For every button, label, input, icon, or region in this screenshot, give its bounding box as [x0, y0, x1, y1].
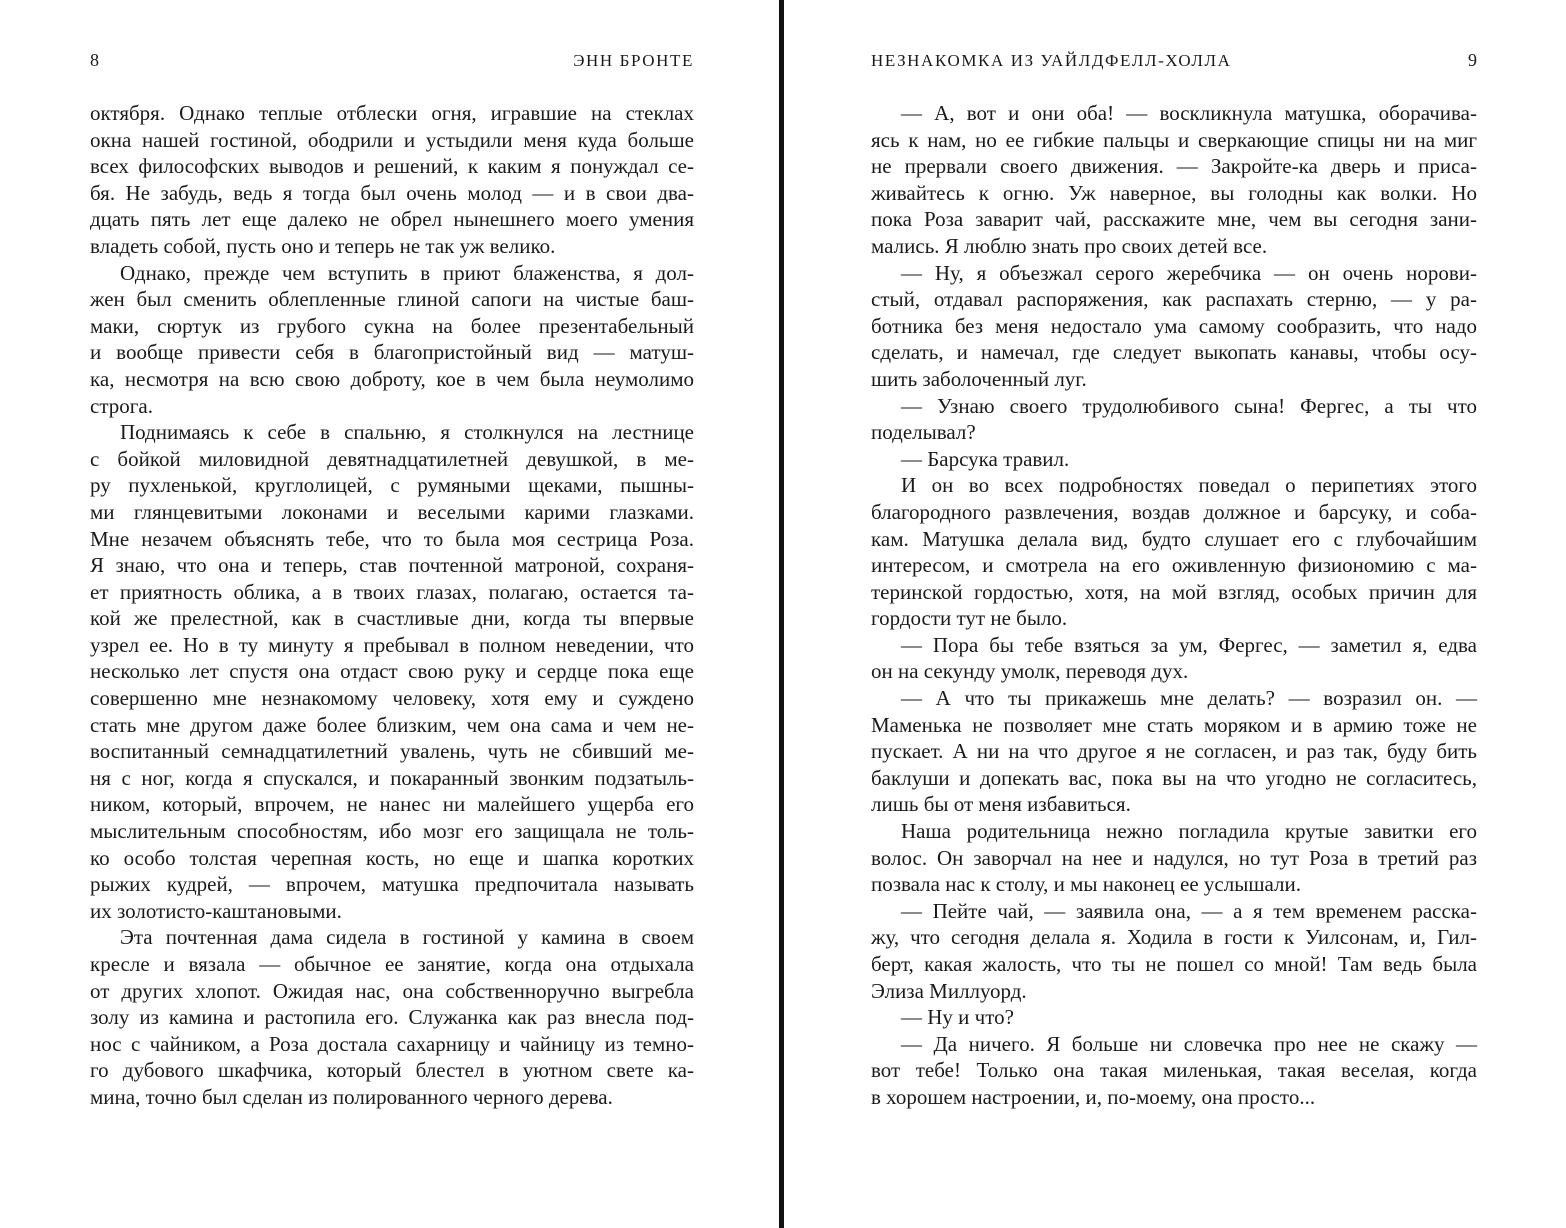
text-line: ет приятность облика, а в твоих глазах, полагаю, остается та- — [90, 579, 694, 604]
text-line: Я знаю, что она и теперь, став почтенной матроной, сохраня- — [90, 553, 694, 578]
text-line: сделать, и намечал, где следует выкопать канавы, чтобы осу- — [871, 340, 1477, 365]
text-line: лишь бы от меня избавиться. — [871, 792, 1131, 817]
text-line: не прервали своего движения. — Закройте-ка дверь и приса- — [871, 154, 1477, 179]
text-line: кой же прелестной, как в счастливые дни, когда ты впервые — [90, 606, 694, 631]
text-line: мались. Я люблю знать про своих детей все. — [871, 233, 1268, 258]
text-line: и вообще привести себя в благопристойный вид — матуш- — [90, 340, 694, 365]
text-line: рыжих кудрей, — впрочем, матушка предпочитала называть — [90, 872, 694, 897]
text-line: ботника без меня недостало ума самому сообразить, что надо — [871, 313, 1477, 338]
text-line: пока Роза заварит чай, расскажите мне, чем вы сегодня зани- — [871, 207, 1477, 232]
text-line: октября. Однако теплые отблески огня, игравшие на стеклах — [90, 101, 694, 125]
text-line: благородного развлечения, воздав должное и барсуку, и соба- — [871, 499, 1477, 524]
text-line: несколько лет спустя она отдаст свою руку и сердце пока еще — [90, 659, 694, 684]
text-line: Наша родительница нежно погладила крутые завитки его — [901, 819, 1477, 844]
text-line: берт, какая жалость, что ты не пошел со мной! Там ведь была — [871, 952, 1477, 976]
text-line: совершенно мне незнакомому человеку, хотя ему и суждено — [90, 686, 694, 711]
text-line: мина, точно был сделан из полированного черного дерева. — [90, 1084, 613, 1109]
text-line: вот тебе! Только она такая миленькая, такая веселая, когда — [871, 1058, 1477, 1083]
text-line: Поднимаясь к себе в спальню, я столкнулся на лестнице — [120, 420, 694, 445]
left-page-text — [90, 100, 694, 1111]
text-line: стый, отдавал распоряжения, как распахать стерню, — у ра- — [871, 287, 1477, 312]
text-line: баклуши и допекать вас, пока вы на что угодно не согласитесь, — [871, 765, 1477, 790]
text-line: мыслительным способностям, ибо мозг его защищала не толь- — [90, 819, 694, 844]
text-line: жен был сменить облепленные глиной сапоги на чистые баш- — [90, 287, 694, 312]
text-line: — Пора бы тебе взяться за ум, Фергес, — заметил я, едва — [901, 632, 1477, 657]
left-running-head-title: ЭНН БРОНТЕ — [573, 51, 694, 70]
text-line: Элиза Миллуорд. — [871, 978, 1027, 1003]
text-line: Эта почтенная дама сидела в гостиной у камина в своем — [120, 925, 694, 950]
text-line: ми глянцевитыми локонами и веселыми карими глазками. — [90, 499, 694, 524]
text-line: кам. Матушка делала вид, будто слушает его с глубочайшим — [871, 526, 1477, 551]
text-line: в хорошем настроении, и, по-моему, она просто... — [871, 1084, 1316, 1109]
text-line: ка, несмотря на всю свою доброту, кое в чем была неумолимо — [90, 366, 694, 391]
text-line: шить заболоченный луг. — [871, 366, 1087, 391]
text-line: их золотисто-каштановыми. — [90, 898, 342, 923]
text-line: кресле и вязала — обычное ее занятие, когда она отдыхала — [90, 952, 694, 976]
text-line: ня с ног, когда я спускался, и покаранный звонким подзатыль- — [90, 765, 694, 790]
text-line: ко особо толстая черепная кость, но еще и шапка коротких — [90, 845, 694, 870]
text-line: — Узнаю своего трудолюбивого сына! Фергес, а ты что — [901, 393, 1477, 418]
text-line: всех философских выводов и решений, к каким я понуждал се- — [90, 154, 694, 179]
text-line: позвала нас к столу, и мы наконец ее услышали. — [871, 872, 1301, 897]
text-line: узрел ее. Но в ту минуту я пребывал в полном неведении, что — [90, 632, 694, 657]
text-line: — Ну, я объезжал серого жеребчика — он очень норови- — [901, 260, 1477, 285]
right-running-head — [871, 50, 1477, 74]
text-line: живайтесь к огню. Уж наверное, вы голодны как волки. Но — [871, 180, 1477, 205]
text-line: гордости тут не было. — [871, 606, 1068, 631]
text-line: воспитанный семнадцатилетний увалень, чуть не сбивший ме- — [90, 739, 694, 764]
text-line: бя. Не забудь, ведь я тогда был очень молод — и в свои два- — [90, 180, 694, 205]
text-line: — Барсука травил. — [901, 446, 1070, 471]
text-line: ру пухленькой, круглолицей, с румяными щеками, пышны- — [90, 473, 694, 498]
text-line: владеть собой, пусть оно и теперь не так уж велико. — [90, 233, 556, 258]
right-running-head-title: НЕЗНАКОМКА ИЗ УАЙЛДФЕЛЛ-ХОЛЛА — [871, 51, 1232, 70]
text-line: го дубового шкафчика, который блестел в уютном свете ка- — [90, 1058, 694, 1083]
text-line: поделывал? — [871, 420, 976, 445]
text-line: волос. Он заворчал на нее и надулся, но тут Роза в третий раз — [871, 845, 1477, 870]
text-line: жу, что сегодня делала я. Ходила в гости к Уилсонам, и, Гил- — [871, 925, 1477, 950]
left-running-head — [90, 50, 694, 74]
text-line: ником, который, впрочем, не нанес ни малейшего ущерба его — [90, 792, 694, 817]
book-gutter — [779, 0, 784, 1228]
text-line: пускает. А ни на что другое я не согласен, и раз так, буду бить — [871, 739, 1477, 764]
text-line: — Пейте чай, — заявила она, — а я тем временем расска- — [901, 898, 1477, 923]
text-line: дцать пять лет еще далеко не обрел нынешнего моего умения — [90, 207, 694, 232]
text-line: — Ну и что? — [901, 1005, 1014, 1030]
text-line: окна нашей гостиной, ободрили и устыдили меня куда больше — [90, 127, 694, 152]
text-line: стать мне другом даже более близким, чем она сама и чем не- — [90, 712, 694, 737]
text-line: от других хлопот. Ожидая нас, она собственноручно выгребла — [90, 978, 694, 1003]
text-line: строга. — [90, 393, 153, 418]
text-line: ясь к нам, но ее гибкие пальцы и сверкающие спицы ни на миг — [871, 127, 1477, 152]
text-line: он на секунду умолк, переводя дух. — [871, 659, 1189, 684]
text-line: теринской гордостью, хотя, на мой взгляд, особых причин для — [871, 579, 1477, 604]
left-page-number: 8 — [90, 50, 99, 70]
text-line: интересом, и смотрела на его оживленную физиономию с ма- — [871, 553, 1477, 578]
text-line: Маменька не позволяет мне стать моряком и в армию тоже не — [871, 712, 1477, 737]
text-line: нос с чайником, а Роза достала сахарницу и чайницу из темно- — [90, 1031, 694, 1056]
left-page — [90, 0, 694, 1228]
right-page-text — [871, 100, 1477, 1111]
text-line: — А что ты прикажешь мне делать? — возразил он. — — [901, 686, 1477, 711]
right-page-number: 9 — [1468, 50, 1477, 70]
text-line: с бойкой миловидной девятнадцатилетней девушкой, в ме- — [90, 446, 694, 471]
text-line: золу из камина и растопила его. Служанка как раз внесла под- — [90, 1005, 694, 1030]
text-line: — Да ничего. Я больше ни словечка про нее не скажу — — [901, 1031, 1477, 1056]
text-line: И он во всех подробностях поведал о перипетиях этого — [901, 473, 1477, 498]
text-line: Мне незачем объяснять тебе, что то была моя сестрица Роза. — [90, 526, 694, 551]
text-line: Однако, прежде чем вступить в приют блаженства, я дол- — [120, 260, 694, 285]
text-line: маки, сюртук из грубого сукна на более презентабельный — [90, 313, 694, 338]
right-page — [871, 0, 1477, 1228]
text-line: — А, вот и они оба! — воскликнула матушка, оборачива- — [901, 101, 1477, 125]
